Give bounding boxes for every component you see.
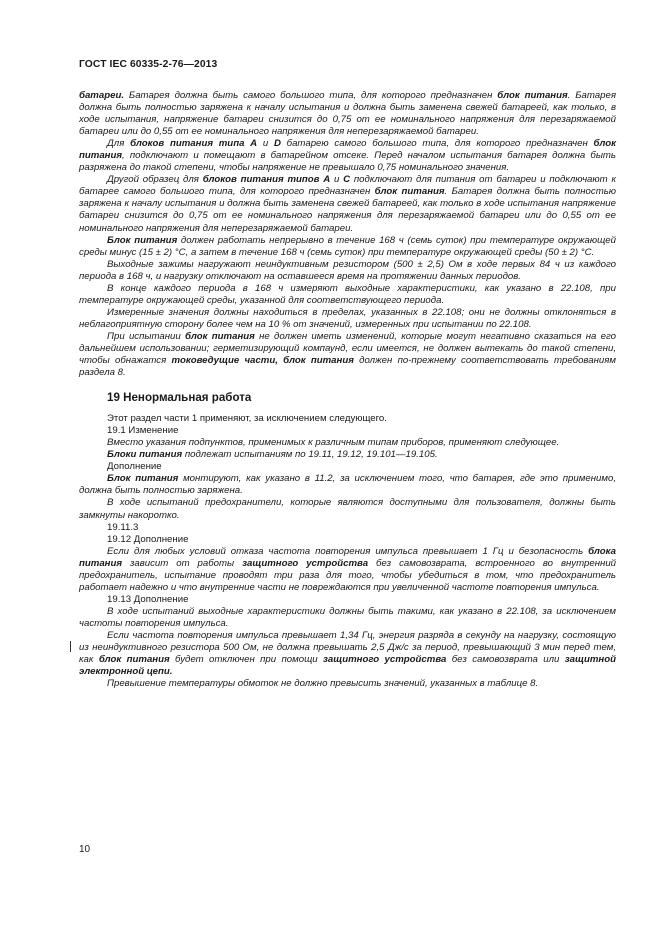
paragraph-output-terminals: Выходные зажимы нагружают неиндуктивным резистором (500 ± 2,5) Ом в ходе первых 84 ч из каждого периода в 168 ч, и нагрузку отключают на оставшееся время на протяжении данных периодов. <box>79 258 616 282</box>
change-bar <box>70 641 71 652</box>
addition-mounting: Блок питания монтируют, как указано в 11.2, за исключением того, что батарея, где это применимо, должна быть полностью заряжена. <box>79 473 616 497</box>
paragraph-end-of-period: В конце каждого периода в 168 ч измеряют выходные характеристики, как указано в 22.108, при температуре окружающей среды, указанной для соответствующего периода. <box>79 282 616 306</box>
section-heading: 19 Ненормальная работа <box>107 391 252 405</box>
paragraph-battery: батареи. Батарея должна быть самого большого типа, для которого предназначен блок питания. Батарея должна быть полностью заряжена к началу испытания и должна быть заменена свежей батареей, как только, в ходе испытания, напряжение батареи снизится до 0,75 от ее номинального напряжения для перезаряжаемой батареи или до 0,55 от ее номинального напряжения для неперезаряжаемой батареи. <box>79 90 617 138</box>
clause-19-1-text: Вместо указания подпунктов, применимых к различным типам приборов, применяют следующее. <box>107 437 560 449</box>
clause-19-13-temperature: Превышение температуры обмоток не должно превысить значений, указанных в таблице 8. <box>107 678 539 690</box>
paragraph-types-a-c: Другой образец для блоков питания типов A и C подключают для питания от батареи и подключают к батарее самого большого типа, для которого предназначен блок питания. Батарея должна быть полностью заряжена к началу испытания и должна быть заменена свежей батареей, как только в ходе испытания напряжение батареи снизится до 0,75 от ее номинального напряжения для перезаряжаемой батареи или до 0,55 от ее номинального напряжения для неперезаряжаемой батареи. <box>79 174 617 234</box>
paragraph-continuous-operation: Блок питания должен работать непрерывно в течение 168 ч (семь суток) при температуре окружающей среды минус (15 ± 2) °С, а затем в течение 168 ч (семь суток) при температуре окружающей среды (50 ± 2) °С. <box>79 234 616 258</box>
section-intro: Этот раздел части 1 применяют, за исключением следующего. <box>107 413 387 425</box>
addition-fuses: В ходе испытаний предохранители, которые являются доступными для пользователя, должны быть замкнуты накоротко. <box>79 497 616 521</box>
paragraph-measured-values: Измеренные значения должны находиться в пределах, указанных в 22.108; они не должны отклоняться в неблагоприятную сторону более чем на 10 % от значений, измеренных при испытании по 22.108. <box>79 306 616 330</box>
clause-19-1-list: Блоки питания подлежат испытаниям по 19.11, 19.12, 19.101—19.105. <box>107 449 438 461</box>
addition-label: Дополнение <box>107 461 162 473</box>
spacer <box>79 379 616 391</box>
clause-19-11-3: 19.11.3 <box>107 521 139 533</box>
document-body <box>79 90 616 690</box>
clause-19-12-text: Если для любых условий отказа частота повторения импульса превышает 1 Гц и безопасность блока питания зависит от работы защитного устройства без самовозврата, встроенного во внутренний предохранитель, испытание проводят три раза для того, чтобы убедиться в том, что предохранитель работает надежно и что внутренние части не повреждаются при увеличенной частоте повторения импульса. <box>79 545 617 593</box>
spacer <box>79 405 616 413</box>
clause-19-13-energy: Если частота повторения импульса превышает 1,34 Гц, энергия разряда в секунду на нагрузку, состоящую из неиндуктивного резистора 500 Ом, не должна превышать 2,5 Дж/с за период, превышающий 3 мин перед тем, как блок питания будет отключен при помощи защитного устройства без самовозврата или защитной электронной цепи. <box>79 629 616 678</box>
clause-19-1: 19.1 Изменение <box>107 425 179 437</box>
clause-19-12: 19.12 Дополнение <box>107 533 189 545</box>
document-header: ГОСТ IEC 60335-2-76—2013 <box>79 59 218 70</box>
page-number: 10 <box>79 844 91 855</box>
clause-19-13-text: В ходе испытаний выходные характеристики должны быть такими, как указано в 22.108, за исключением частоты повторения импульса. <box>79 605 616 629</box>
clause-19-13: 19.13 Дополнение <box>107 593 189 605</box>
paragraph-types-a-d: Для блоков питания типа A и D батарею самого большого типа, для которого предназначен блок питания, подключают и помещают в батарейном отсеке. Перед началом испытания батарея должна быть разряжена до такой степени, чтобы напряжение не превышало 0,75 номинального значения. <box>79 138 616 174</box>
paragraph-test-conditions: При испытании блок питания не должен иметь изменений, которые могут негативно сказаться на его дальнейшем использовании; герметизирующий компаунд, если имеется, не должен вытекать до такой степени, чтобы обнажатся токоведущие части, блок питания должен по-прежнему соответствовать требованиям раздела 8. <box>79 330 617 379</box>
